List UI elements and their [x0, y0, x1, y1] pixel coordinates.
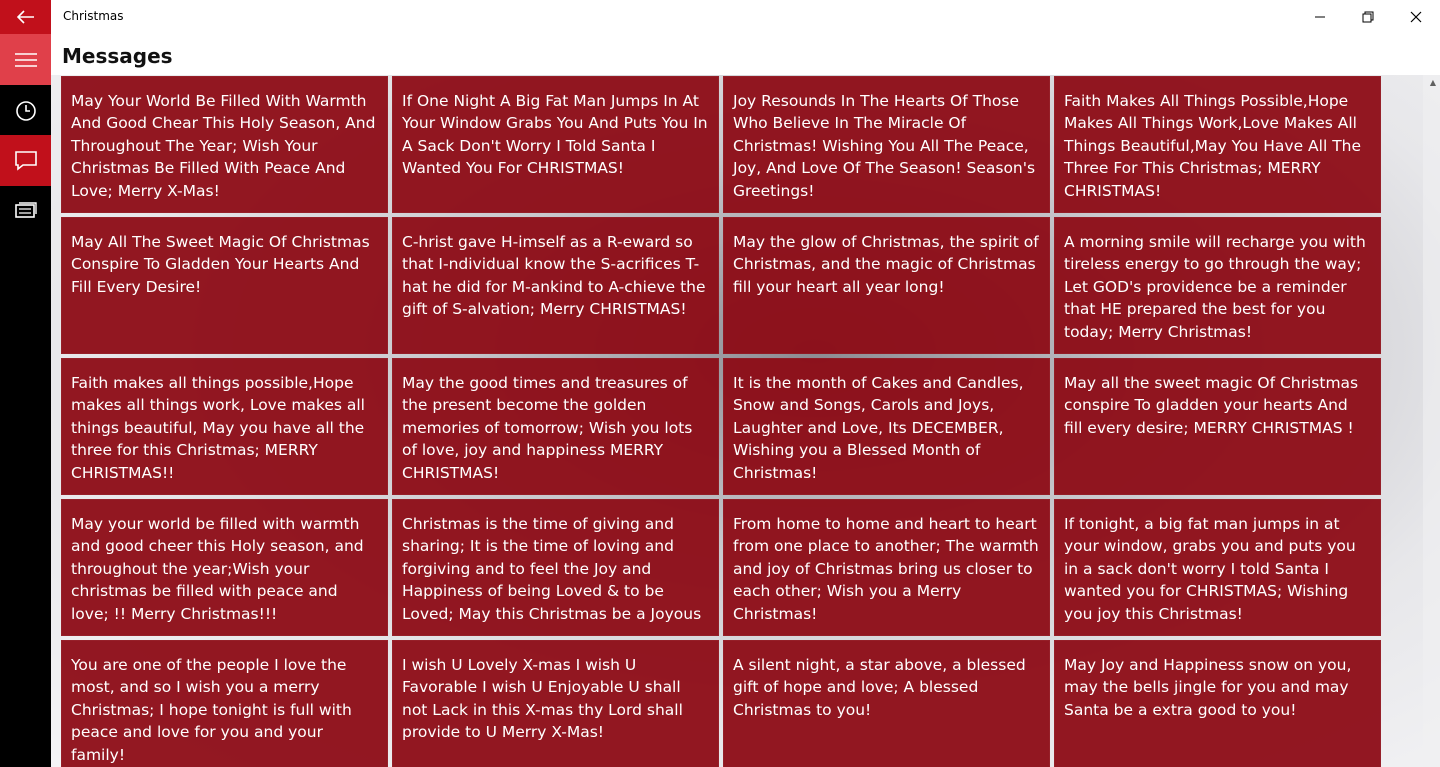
message-text: It is the month of Cakes and Candles, Snow and Songs, Carols and Joys, Laughter and Love, Its DECEMBER, Wishing you a Blessed Month of Christmas!	[733, 374, 1024, 482]
message-card[interactable]	[1054, 640, 1381, 767]
messages-content	[51, 75, 1440, 767]
close-icon	[1410, 11, 1422, 23]
chat-bubble-icon	[15, 151, 37, 171]
message-text: Joy Resounds In The Hearts Of Those Who Believe In The Miracle Of Christmas! Wishing You All The Peace, Joy, And Love Of The Season! Season's Greetings!	[733, 92, 1036, 200]
message-card[interactable]	[392, 358, 719, 495]
message-card[interactable]	[61, 640, 388, 767]
message-text: Faith Makes All Things Possible,Hope Makes All Things Work,Love Makes All Things Beautiful,May You Have All The Three For This Christmas; MERRY CHRISTMAS!	[1064, 92, 1362, 200]
message-card[interactable]	[1054, 358, 1381, 495]
clock-icon	[15, 100, 37, 122]
hamburger-menu-icon	[15, 52, 37, 68]
message-text: C-hrist gave H-imself as a R-eward so that I-ndividual know the S-acrifices T-hat he did for M-ankind to A-chieve the gift of S-alvation; Merry CHRISTMAS!	[402, 233, 706, 319]
message-card[interactable]	[723, 76, 1050, 213]
message-card[interactable]	[392, 499, 719, 636]
message-text: You are one of the people I love the most, and so I wish you a merry Christmas; I hope tonight is full with peace and love for you and your family!	[71, 656, 352, 764]
title-bar	[0, 0, 1440, 34]
message-text: If One Night A Big Fat Man Jumps In At Your Window Grabs You And Puts You In A Sack Don't Worry I Told Santa I Wanted You For CHRISTMAS!	[402, 92, 708, 178]
minimize-icon	[1314, 11, 1326, 23]
message-card[interactable]	[392, 76, 719, 213]
message-card[interactable]	[723, 499, 1050, 636]
nav-item-recent[interactable]	[0, 85, 51, 136]
message-card[interactable]	[61, 358, 388, 495]
message-text: From home to home and heart to heart from one place to another; The warmth and joy of Christmas bring us closer to each other; Wish you a Merry Christmas!	[733, 515, 1039, 623]
back-button[interactable]	[0, 0, 51, 34]
hamburger-menu-button[interactable]	[0, 34, 51, 85]
message-card[interactable]	[1054, 499, 1381, 636]
message-text: May your world be filled with warmth and good cheer this Holy season, and throughout the year;Wish your christmas be filled with peace and love; !! Merry Christmas!!!	[71, 515, 364, 623]
message-card[interactable]	[392, 640, 719, 767]
message-text: May all the sweet magic Of Christmas conspire To gladden your hearts And fill every desire; MERRY CHRISTMAS !	[1064, 374, 1359, 437]
nav-rail	[0, 34, 51, 767]
page-title: Messages	[62, 44, 173, 68]
message-text: Faith makes all things possible,Hope makes all things work, Love makes all things beautiful, May you have all the three for this Christmas; MERRY CHRISTMAS!!	[71, 374, 365, 482]
message-card[interactable]	[723, 640, 1050, 767]
message-text: May the glow of Christmas, the spirit of Christmas, and the magic of Christmas fill your heart all year long!	[733, 233, 1039, 296]
message-card[interactable]	[61, 499, 388, 636]
restore-icon	[1362, 11, 1374, 23]
message-card[interactable]	[1054, 217, 1381, 354]
message-text: If tonight, a big fat man jumps in at your window, grabs you and puts you in a sack don't worry I told Santa I wanted you for CHRISTMAS; Wishing you joy this Christmas!	[1064, 515, 1356, 623]
gallery-icon	[15, 202, 37, 220]
message-text: A silent night, a star above, a blessed gift of hope and love; A blessed Christmas to you!	[733, 656, 1026, 719]
message-text: May Your World Be Filled With Warmth And Good Chear This Holy Season, And Throughout The Year; Wish Your Christmas Be Filled With Peace And Love; Merry X-Mas!	[71, 92, 376, 200]
vertical-scrollbar[interactable]	[1423, 75, 1440, 767]
message-text: May All The Sweet Magic Of Christmas Conspire To Gladden Your Hearts And Fill Every Desire!	[71, 233, 370, 296]
message-text: May Joy and Happiness snow on you, may the bells jingle for you and may Santa be a extra good to you!	[1064, 656, 1352, 719]
close-button[interactable]	[1392, 0, 1440, 34]
message-text: May the good times and treasures of the present become the golden memories of tomorrow; Wish you lots of love, joy and happiness MERRY CHRISTMAS!	[402, 374, 693, 482]
message-card[interactable]	[61, 76, 388, 213]
scroll-up-icon[interactable]: ▲	[1429, 78, 1436, 87]
message-card[interactable]	[61, 217, 388, 354]
restore-button[interactable]	[1344, 0, 1392, 34]
nav-item-messages[interactable]	[0, 135, 51, 186]
app-title: Christmas	[63, 9, 124, 23]
messages-grid	[61, 76, 1381, 767]
minimize-button[interactable]	[1296, 0, 1344, 34]
arrow-left-icon	[17, 10, 35, 24]
nav-item-gallery[interactable]	[0, 185, 51, 236]
message-card[interactable]	[723, 217, 1050, 354]
message-card[interactable]	[1054, 76, 1381, 213]
message-text: Christmas is the time of giving and sharing; It is the time of loving and forgiving and to feel the Joy and Happiness of being Loved & to be Loved; May this Christmas be a Joyous	[402, 515, 702, 623]
message-text: I wish U Lovely X-mas I wish U Favorable I wish U Enjoyable U shall not Lack in this X-mas thy Lord shall provide to U Merry X-Mas!	[402, 656, 683, 742]
message-card[interactable]	[723, 358, 1050, 495]
message-text: A morning smile will recharge you with tireless energy to go through the way; Let GOD's providence be a reminder that HE prepared the best for you today; Merry Christmas!	[1064, 233, 1366, 341]
message-card[interactable]	[392, 217, 719, 354]
